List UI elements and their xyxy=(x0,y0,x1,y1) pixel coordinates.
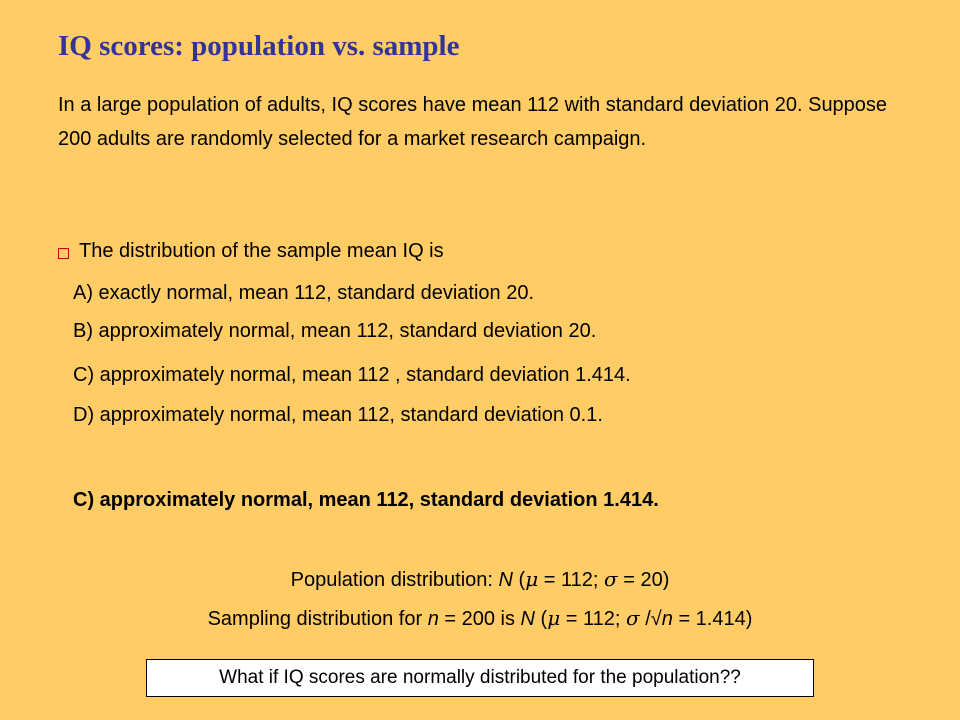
intro-paragraph: In a large population of adults, IQ scores have mean 112 with standard deviation 20. Suppose 200 adults are randomly selected for a market research campaign. xyxy=(58,94,888,150)
note-box xyxy=(146,659,814,697)
correct-answer: C) approximately normal, mean 112, standard deviation 1.414. xyxy=(73,489,659,511)
note-text: What if IQ scores are normally distributed for the population?? xyxy=(219,667,741,688)
population-distribution-line: Population distribution: N (μ = 112; σ = 20) xyxy=(290,567,670,591)
sampling-distribution-line: Sampling distribution for n = 200 is N (μ = 112; σ /√n = 1.414) xyxy=(207,606,753,630)
option-d: D) approximately normal, mean 112, standard deviation 0.1. xyxy=(73,404,603,426)
sigma-symbol: σ xyxy=(604,567,618,591)
option-b: B) approximately normal, mean 112, standard deviation 20. xyxy=(73,320,597,342)
option-a: A) exactly normal, mean 112, standard deviation 20. xyxy=(73,282,534,304)
sigma-symbol: σ xyxy=(626,606,640,630)
question-bullet xyxy=(58,240,444,263)
question-text: The distribution of the sample mean IQ is xyxy=(79,240,444,262)
mu-symbol: μ xyxy=(547,606,561,630)
mu-symbol: μ xyxy=(525,567,539,591)
slide-title: IQ scores: population vs. sample xyxy=(58,30,460,62)
option-c: C) approximately normal, mean 112 , standard deviation 1.414. xyxy=(73,364,631,386)
square-bullet-icon xyxy=(58,248,69,259)
